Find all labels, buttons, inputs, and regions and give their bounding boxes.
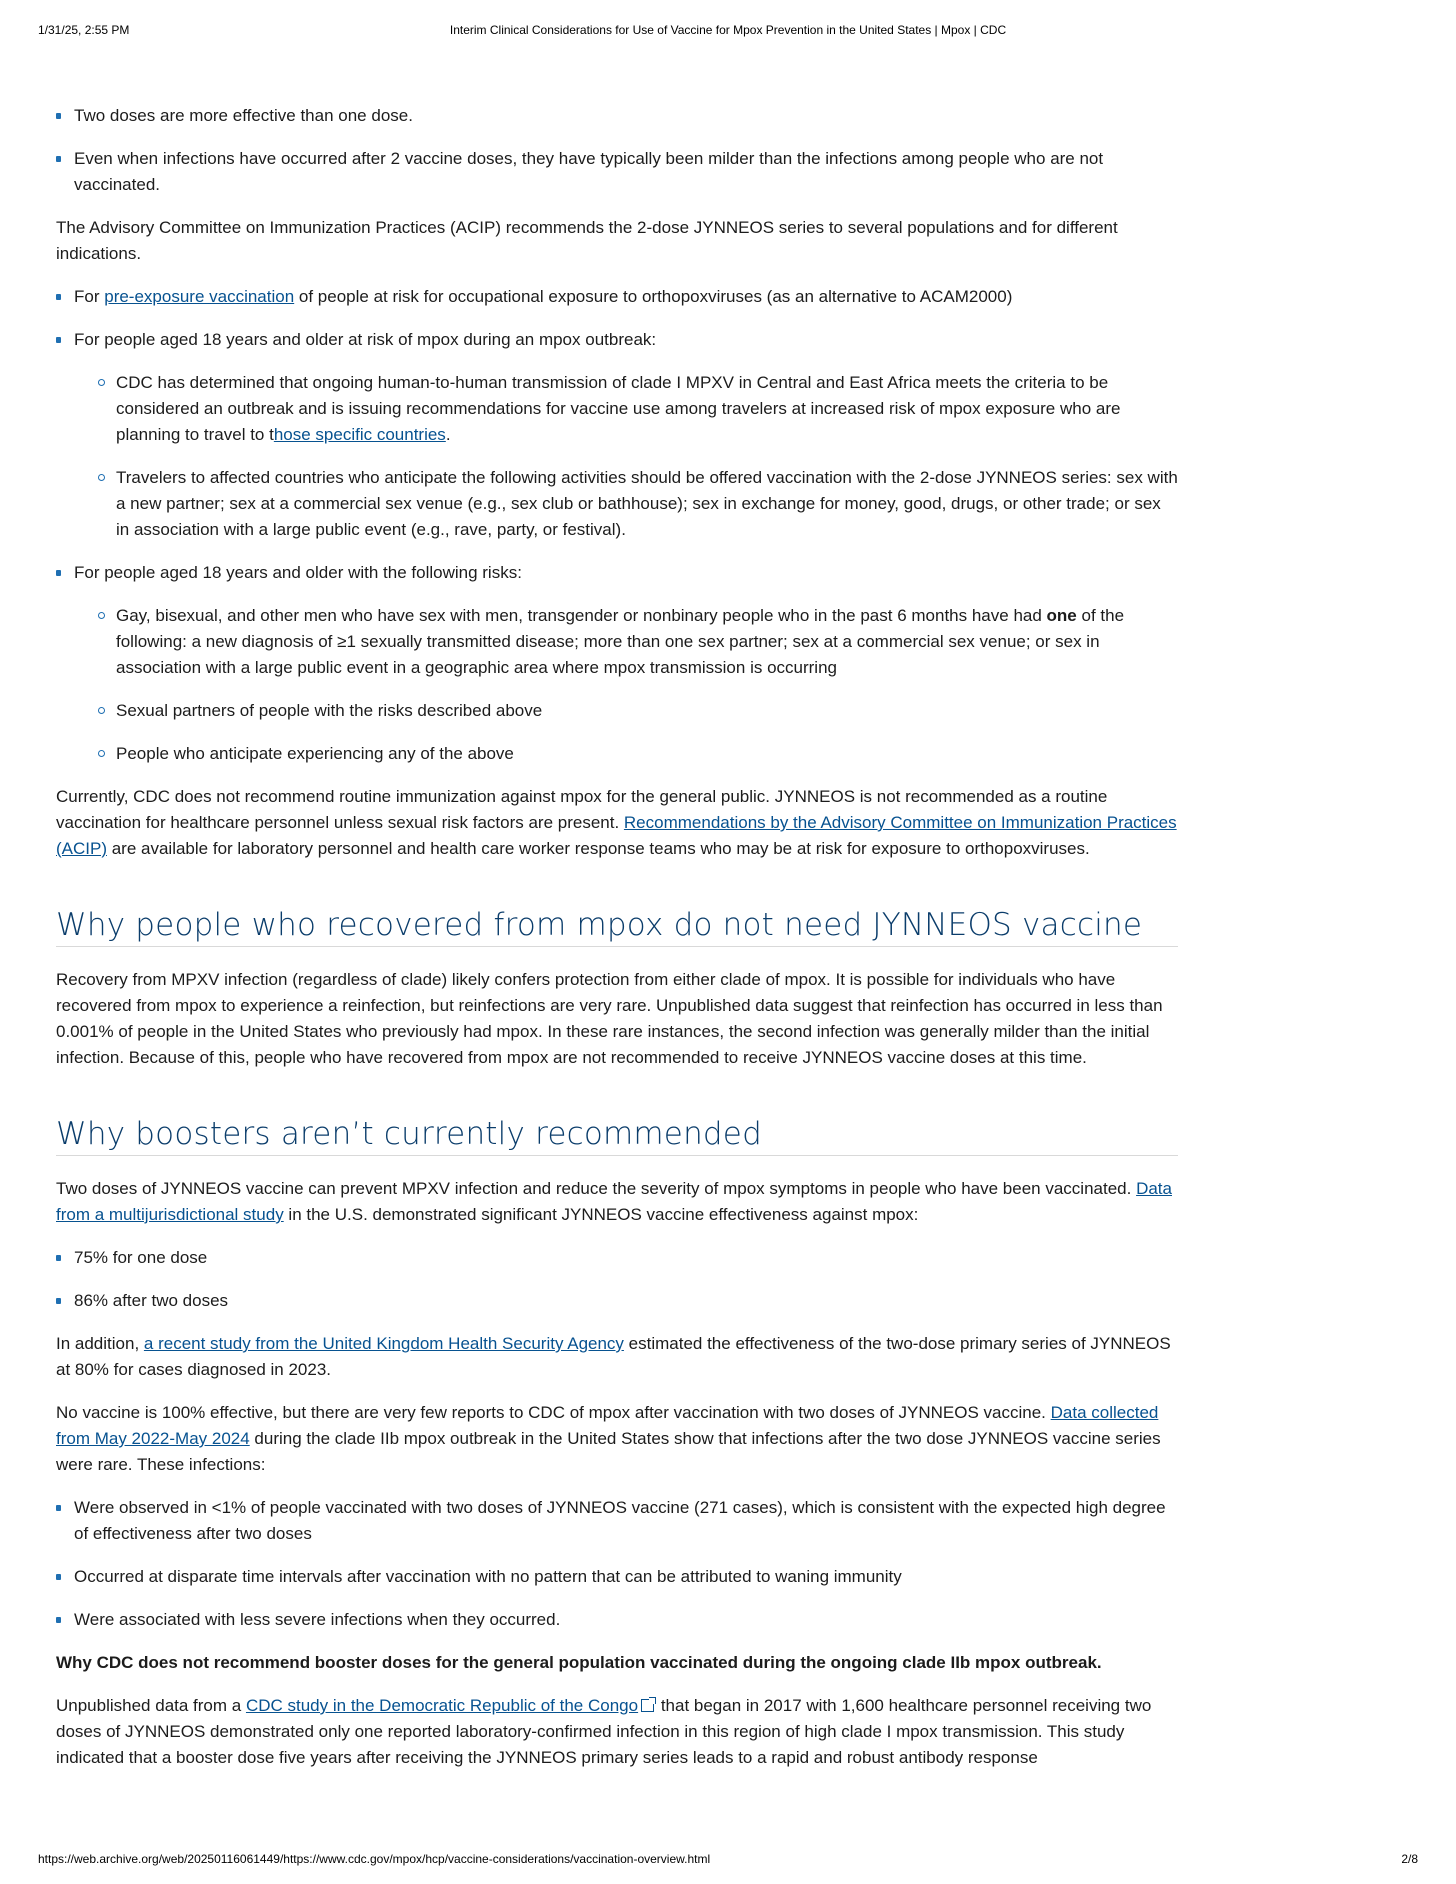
print-url: https://web.archive.org/web/20250116061449/https://www.cdc.gov/mpox/hcp/vaccine-considerations/vaccination-overview.html (38, 1852, 711, 1866)
external-link-icon (641, 1699, 654, 1712)
drc-paragraph: Unpublished data from a CDC study in the Democratic Republic of the Congo that began in 2017 with 1,600 healthcare personnel receiving two doses of JYNNEOS demonstrated only one reported laboratory-confirmed infection in this region of high clade I mpox transmission. This study indicated that a booster dose five years after receiving the JYNNEOS primary series leads to a rapid and robust antibody response (56, 1696, 1152, 1767)
sublist-item: Travelers to affected countries who anticipate the following activities should be offered vaccination with the 2-dose JYNNEOS series: sex with a new partner; sex at a commercial sex venue (e.g., sex club or bathhouse); sex in exchange for money, good, drugs, or other trade; or sex in association with a large public event (e.g., rave, party, or festival). (98, 465, 1178, 543)
infections-list (56, 1495, 1178, 1633)
list-item: For pre-exposure vaccination of people at risk for occupational exposure to orthopoxviruses (as an alternative to ACAM2000) (56, 284, 1178, 310)
pre-exposure-vaccination-link[interactable]: pre-exposure vaccination (104, 287, 295, 306)
no-vaccine-paragraph: No vaccine is 100% effective, but there are very few reports to CDC of mpox after vaccination with two doses of JYNNEOS vaccine. Data collected from May 2022-May 2024 during the clade IIb mpox outbreak in the United States show that infections after the two dose JYNNEOS vaccine series were rare. These infections: (56, 1403, 1161, 1474)
list-item: Were observed in <1% of people vaccinated with two doses of JYNNEOS vaccine (271 cases), which is consistent with the expected high degree of effectiveness after two doses (56, 1495, 1178, 1547)
booster-subheading: Why CDC does not recommend booster doses for the general population vaccinated during the ongoing clade IIb mpox outbreak. (56, 1653, 1102, 1672)
data-collected-link[interactable]: Data collected from May 2022-May 2024 (56, 1403, 1159, 1448)
list-item: Occurred at disparate time intervals after vaccination with no pattern that can be attributed to waning immunity (56, 1564, 1178, 1590)
boosters-intro-paragraph: Two doses of JYNNEOS vaccine can prevent MPXV infection and reduce the severity of mpox symptoms in people who have been vaccinated. Data from a multijurisdictional study in the U.S. demonstrated significant JYNNEOS vaccine effectiveness against mpox: (56, 1179, 1172, 1224)
indications-list (56, 284, 1178, 767)
top-bullet-list (56, 103, 1178, 198)
sublist-item: Gay, bisexual, and other men who have sex with men, transgender or nonbinary people who in the past 6 months have had one of the following: a new diagnosis of ≥1 sexually transmitted disease; more than one sex partner; sex at a commercial sex venue; or sex in association with a large public event in a geographic area where mpox transmission is occurring (98, 603, 1178, 681)
ukhsa-paragraph: In addition, a recent study from the United Kingdom Health Security Agency estimated the effectiveness of the two-dose primary series of JYNNEOS at 80% for cases diagnosed in 2023. (56, 1334, 1171, 1379)
print-page-title: Interim Clinical Considerations for Use of Vaccine for Mpox Prevention in the United States | Mpox | CDC (449, 23, 1007, 37)
list-item: Were associated with less severe infections when they occurred. (56, 1607, 1178, 1633)
section-heading-recovered: Why people who recovered from mpox do not need JYNNEOS vaccine (56, 906, 1178, 947)
effectiveness-list (56, 1245, 1178, 1314)
print-page-number: 2/8 (1401, 1852, 1418, 1866)
outbreak-sublist (98, 370, 1178, 543)
specific-countries-link[interactable]: hose specific countries (273, 425, 446, 444)
ukhsa-study-link[interactable]: a recent study from the United Kingdom Health Security Agency (143, 1334, 624, 1353)
list-item: 86% after two doses (56, 1288, 1178, 1314)
list-item: For people aged 18 years and older with the following risks: Gay, bisexual, and other men who have sex with men, transgender or nonbinary people who in the past 6 months have had one of the following: a new diagnosis of ≥1 sexually transmitted disease; more than one sex partner; sex at a commercial sex venue; or sex in association with a large public event in a geographic area where mpox transmission is occurring Sexual partners of people with the risks described above People who anticipate experiencing any of the above (56, 560, 1178, 767)
list-item: 75% for one dose (56, 1245, 1178, 1271)
sublist-item: Sexual partners of people with the risks described above (98, 698, 1178, 724)
acip-recommendations-link[interactable]: Recommendations by the Advisory Committee on Immunization Practices (ACIP) (56, 813, 1177, 858)
list-item: Two doses are more effective than one dose. (56, 103, 1178, 129)
article-content (56, 103, 1178, 1788)
acip-intro-paragraph: The Advisory Committee on Immunization Practices (ACIP) recommends the 2-dose JYNNEOS series to several populations and for different indications. (56, 218, 1118, 263)
drc-study-link[interactable]: CDC study in the Democratic Republic of the Congo (245, 1696, 639, 1715)
print-datetime: 1/31/25, 2:55 PM (38, 23, 130, 37)
section-heading-boosters: Why boosters aren’t currently recommended (56, 1115, 1178, 1156)
risks-sublist (98, 603, 1178, 767)
currently-paragraph: Currently, CDC does not recommend routine immunization against mpox for the general public. JYNNEOS is not recommended as a routine vaccination for healthcare personnel unless sexual risk factors are present. Recommendations by the Advisory Committee on Immunization Practices (ACIP) are available for laboratory personnel and health care worker response teams who may be at risk for exposure to orthopoxviruses. (56, 787, 1177, 858)
multijurisdictional-study-link[interactable]: Data from a multijurisdictional study (56, 1179, 1172, 1224)
sublist-item: People who anticipate experiencing any of the above (98, 741, 1178, 767)
recovered-paragraph: Recovery from MPXV infection (regardless of clade) likely confers protection from either clade of mpox. It is possible for individuals who have recovered from mpox to experience a reinfection, but reinfections are very rare. Unpublished data suggest that reinfection has occurred in less than 0.001% of people in the United States who previously had mpox. In these rare instances, the second infection was generally milder than the initial infection. Because of this, people who have recovered from mpox are not recommended to receive JYNNEOS vaccine doses at this time. (56, 970, 1163, 1067)
list-item: For people aged 18 years and older at risk of mpox during an mpox outbreak: CDC has determined that ongoing human-to-human transmission of clade I MPXV in Central and East Africa meets the criteria to be considered an outbreak and is issuing recommendations for vaccine use among travelers at increased risk of mpox exposure who are planning to travel to those specific countries. Travelers to affected countries who anticipate the following activities should be offered vaccination with the 2-dose JYNNEOS series: sex with a new partner; sex at a commercial sex venue (e.g., sex club or bathhouse); sex in exchange for money, good, drugs, or other trade; or sex in association with a large public event (e.g., rave, party, or festival). (56, 327, 1178, 543)
sublist-item: CDC has determined that ongoing human-to-human transmission of clade I MPXV in Central and East Africa meets the criteria to be considered an outbreak and is issuing recommendations for vaccine use among travelers at increased risk of mpox exposure who are planning to travel to those specific countries. (98, 370, 1178, 448)
list-item: Even when infections have occurred after 2 vaccine doses, they have typically been milder than the infections among people who are not vaccinated. (56, 146, 1178, 198)
